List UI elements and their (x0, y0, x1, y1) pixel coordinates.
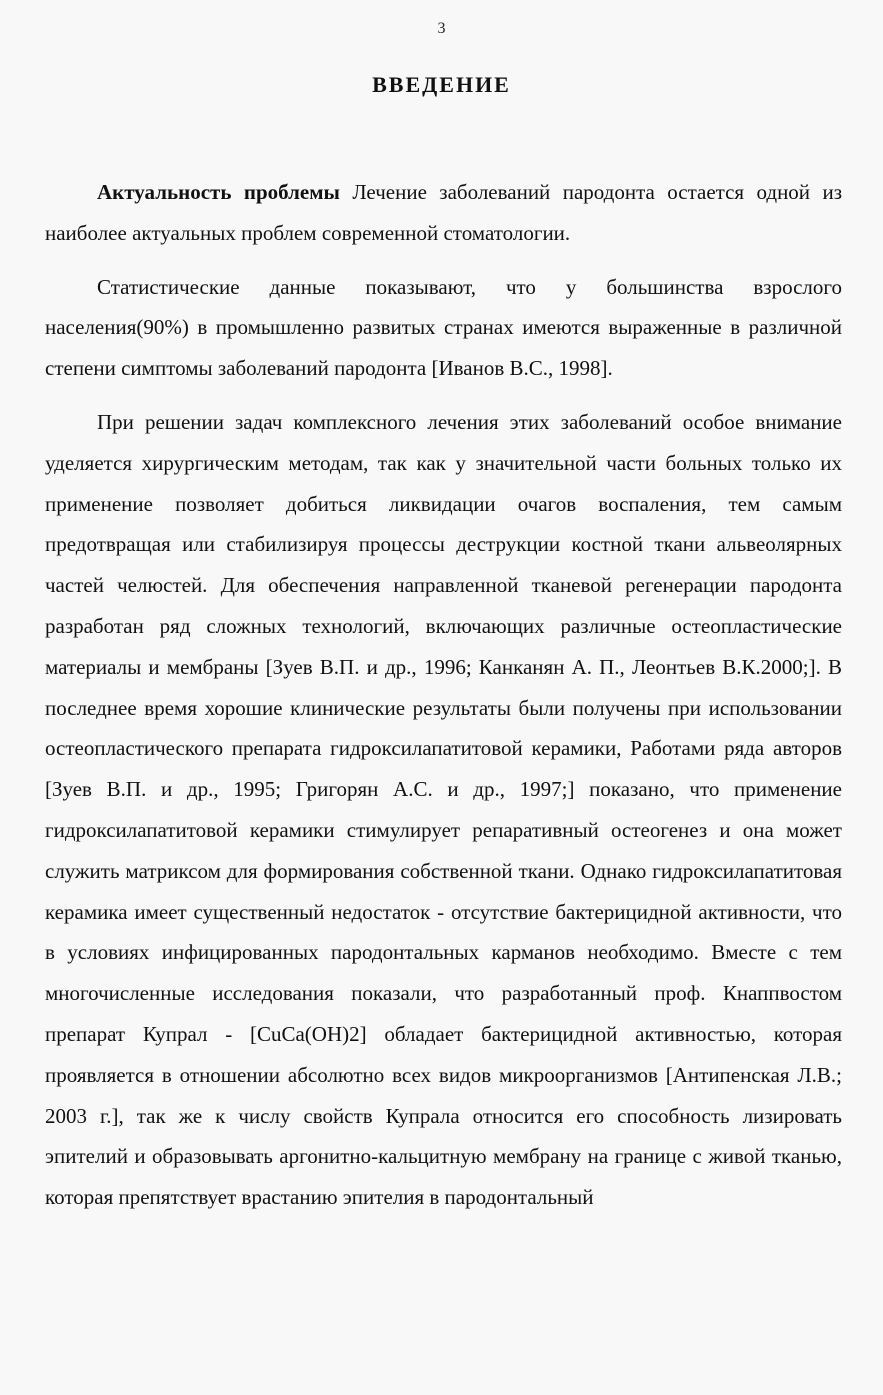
paragraph-relevance (45, 172, 842, 254)
paragraph-text: Лечение заболеваний пародонта остается одной из наиболее актуальных проблем современной стоматологии. (45, 180, 842, 245)
paragraph-lead: Актуальность проблемы (97, 180, 340, 204)
paragraph-text: При решении задач комплексного лечения этих заболеваний особое внимание уделяется хирургическим методам, так как у значительной части больных только их применение позволяет добиться ликвидации очагов воспаления, тем самым предотвращая или стабилизируя процессы деструкции костной ткани альвеолярных частей челюстей. Для обеспечения направленной тканевой регенерации пародонта разработан ряд сложных технологий, включающих различные остеопластические материалы и мембраны [Зуев В.П. и др., 1996; Канканян А. П., Леонтьев В.К.2000;]. В последнее время хорошие клинические результаты были получены при использовании остеопластического препарата гидроксилапатитовой керамики, Работами ряда авторов [Зуев В.П. и др., 1995; Григорян А.С. и др., 1997;] показано, что применение гидроксилапатитовой керамики стимулирует репаративный остеогенез и она может служить матриксом для формирования собственной ткани. Однако гидроксилапатитовая керамика имеет существенный недостаток - отсутствие бактерицидной активности, что в условиях инфицированных пародонтальных карманов необходимо. Вместе с тем многочисленные исследования показали, что разработанный проф. Кнаппвостом препарат Купрал - [CuCa(OH)2] обладает бактерицидной активностью, которая проявляется в отношении абсолютно всех видов микроорганизмов [Антипенская Л.В.; 2003 г.], так же к числу свойств Купрала относится его способность лизировать эпителий и образовывать аргонитно-кальцитную мембрану на границе с живой тканью, которая препятствует врастанию эпителия в пародонтальный (45, 409, 842, 1210)
paragraph-statistics (45, 267, 842, 389)
section-heading: ВВЕДЕНИЕ (372, 72, 511, 97)
body-text (45, 172, 842, 1218)
paragraph-text: Статистические данные показывают, что у большинства взрослого населения(90%) в промышленно развитых странах имеются выраженные в различной степени симптомы заболеваний пародонта [Иванов В.С., 1998]. (45, 274, 842, 381)
paragraph-treatment (45, 402, 842, 1218)
page-number: 3 (437, 20, 446, 37)
